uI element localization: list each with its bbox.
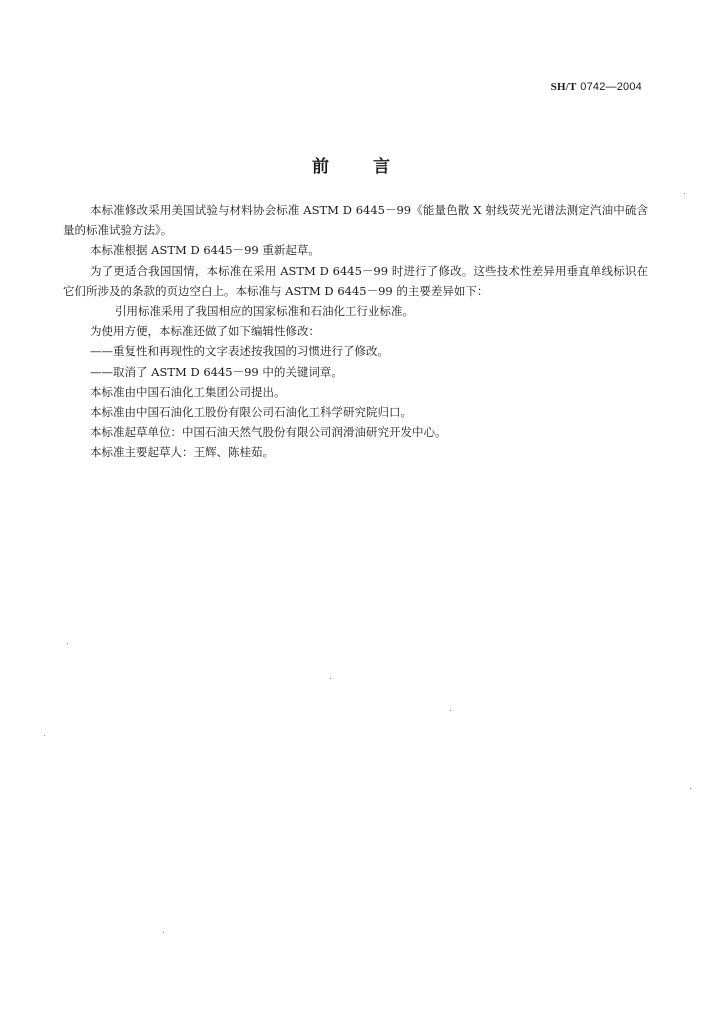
scan-speck [330, 678, 331, 679]
scan-speck [67, 643, 68, 644]
scan-speck [450, 710, 451, 711]
document-code-header [551, 80, 642, 93]
paragraph-reference-standards: 引用标准采用了我国相应的国家标准和石油化工行业标准。 [115, 304, 414, 319]
foreword-body [63, 200, 648, 463]
paragraph-drafters: 本标准主要起草人：王辉、陈桂茹。 [90, 445, 274, 460]
page-title: 前言 [312, 157, 434, 177]
paragraph-editorial: 为使用方便，本标准还做了如下编辑性修改： [90, 324, 320, 339]
standard-code: SH/T [550, 81, 577, 93]
scan-speck [163, 932, 164, 933]
paragraph-redrafted: 本标准根据 ASTM D 6445－99 重新起草。 [90, 243, 320, 258]
paragraph-modifications: 为了更适合我国国情，本标准在采用 ASTM D 6445－99 时进行了修改。这些技术性差异用垂直单线标识在它们所涉及的条款的页边空白上。本标准与 ASTM D 6445－99 的主要差异如下： [63, 263, 648, 298]
paragraph-drafting-unit: 本标准起草单位：中国石油天然气股份有限公司润滑油研究开发中心。 [90, 425, 447, 440]
scan-speck [684, 193, 685, 194]
paragraph-proposer: 本标准由中国石油化工集团公司提出。 [90, 384, 286, 399]
list-item-repeatability: ——重复性和再现性的文字表述按我国的习惯进行了修改。 [90, 344, 389, 359]
paragraph-adoption: 本标准修改采用美国试验与材料协会标准 ASTM D 6445－99《能量色散 X 射线荧光光谱法测定汽油中硫含量的标准试验方法》。 [63, 203, 648, 238]
list-item-keywords: ——取消了 ASTM D 6445－99 中的关键词章。 [90, 364, 343, 379]
scan-speck [44, 735, 45, 736]
paragraph-administrator: 本标准由中国石油化工股份有限公司石油化工科学研究院归口。 [90, 405, 412, 420]
scan-speck [690, 788, 691, 789]
standard-number: 0742—2004 [580, 81, 642, 93]
